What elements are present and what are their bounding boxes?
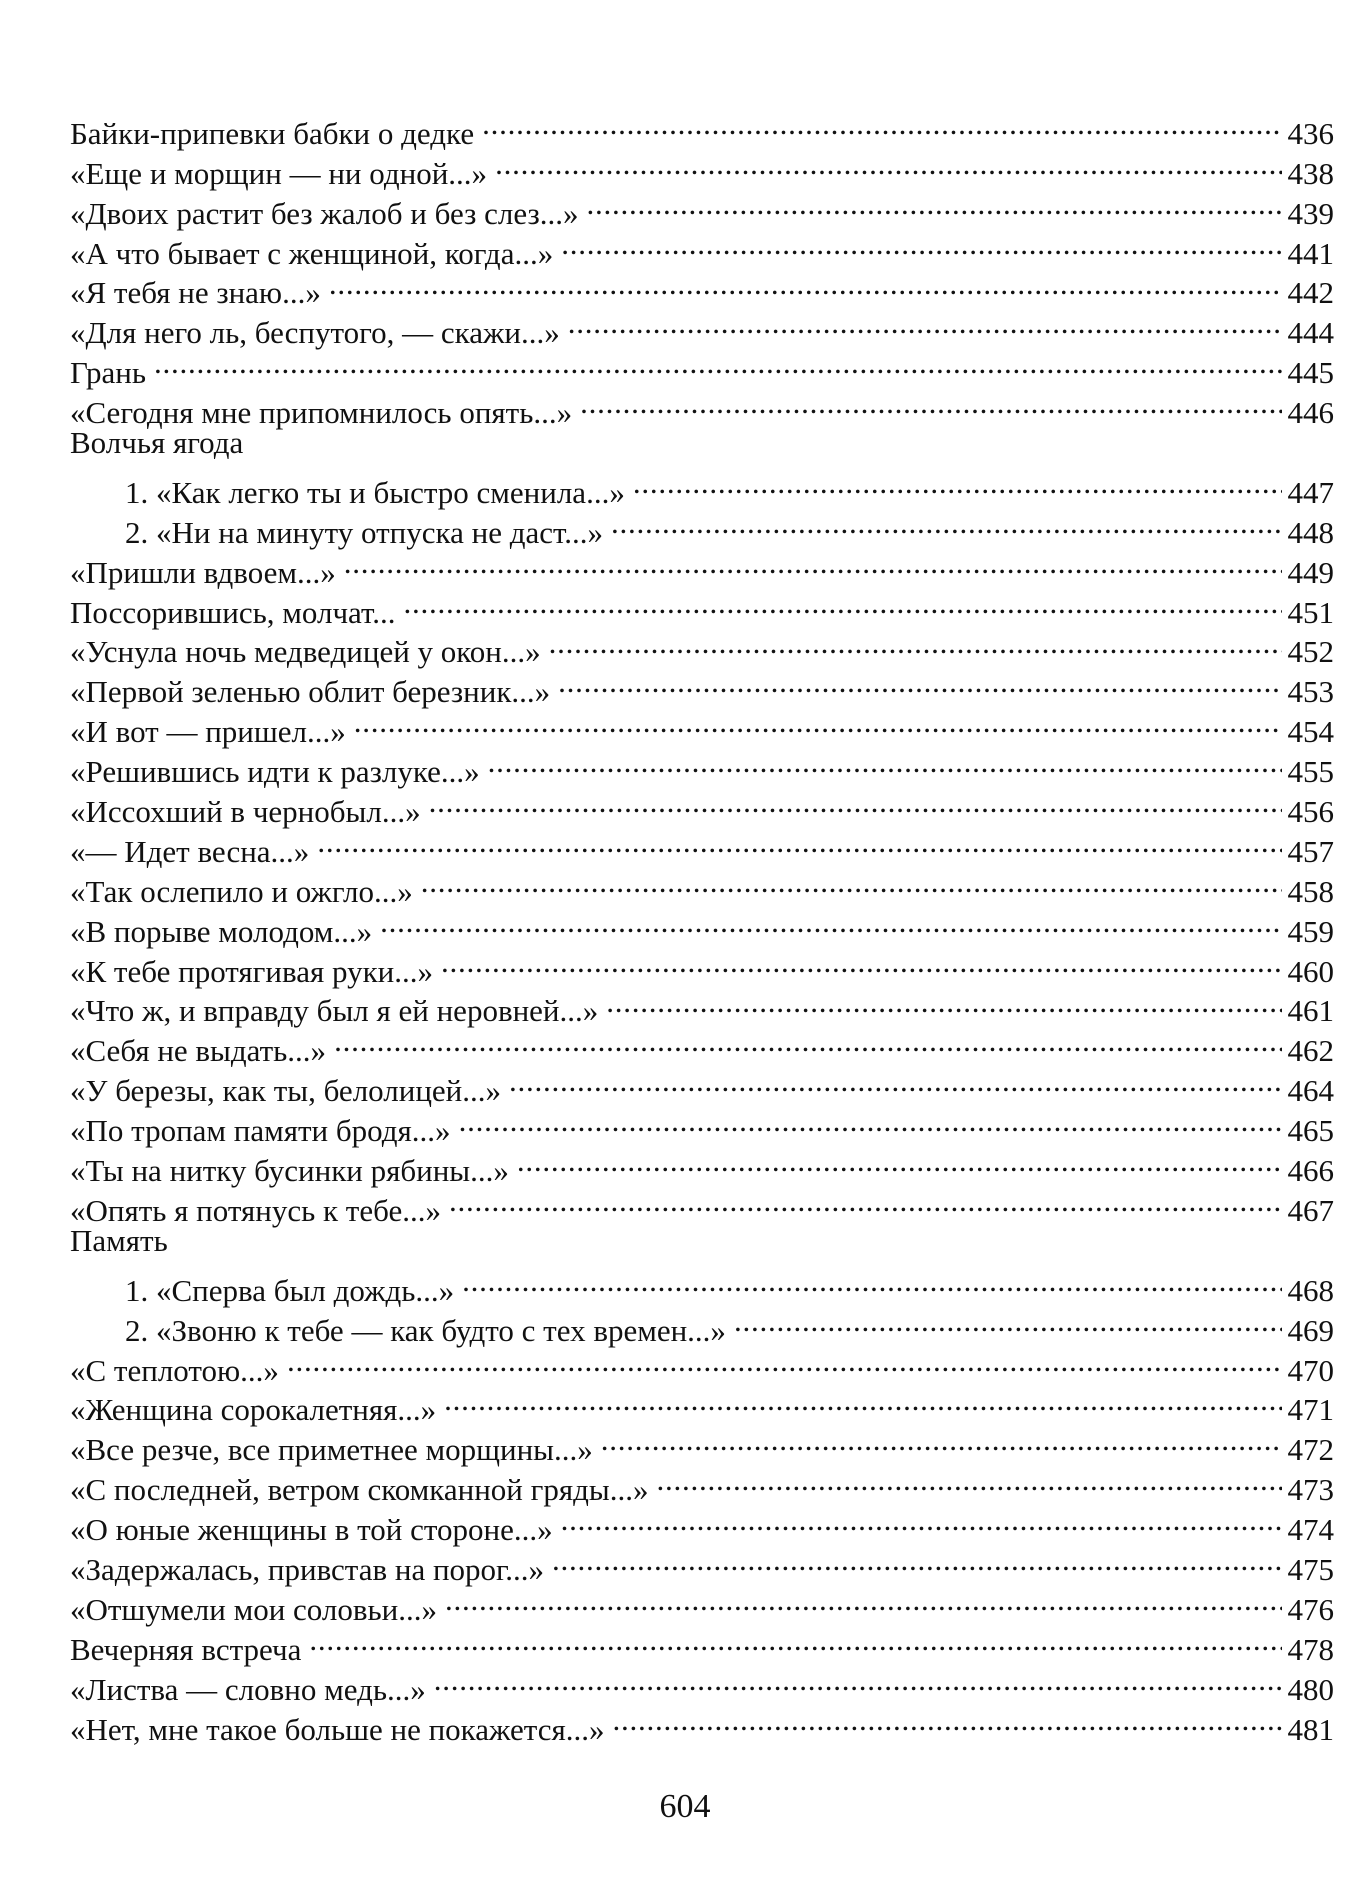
toc-entry-title: «Ты на нитку бусинки рябины...» xyxy=(70,1153,509,1189)
toc-entry-page: 473 xyxy=(1287,1472,1334,1508)
dot-leader xyxy=(656,1460,1281,1500)
page-number: 604 xyxy=(659,1788,711,1825)
toc-entry-page: 480 xyxy=(1287,1671,1334,1707)
dot-leader xyxy=(580,383,1281,423)
toc-entry-page: 476 xyxy=(1287,1591,1334,1627)
toc-entry-page: 465 xyxy=(1287,1113,1334,1149)
toc-entry-title: «У березы, как ты, белолицей...» xyxy=(70,1073,502,1109)
toc-entry-page: 462 xyxy=(1287,1033,1334,1069)
toc-entry-title: 1. «Сперва был дождь...» xyxy=(125,1272,455,1308)
dot-leader xyxy=(354,702,1282,742)
toc-entry-page: 474 xyxy=(1287,1512,1334,1548)
dot-leader xyxy=(558,662,1281,702)
toc-entry-title: «С теплотою...» xyxy=(70,1352,279,1388)
toc-entry-page: 471 xyxy=(1287,1392,1334,1428)
dot-leader xyxy=(462,1261,1281,1301)
dot-leader xyxy=(449,1181,1282,1221)
toc-entry-page: 478 xyxy=(1287,1631,1334,1667)
toc-entry-title: «Что ж, и вправду был я ей неровней...» xyxy=(70,993,599,1029)
dot-leader xyxy=(482,104,1281,144)
toc-entry-title: «К тебе протягивая руки...» xyxy=(70,953,433,989)
toc-entry-page: 452 xyxy=(1287,634,1334,670)
dot-leader xyxy=(613,1700,1282,1740)
toc-entry-title: «Опять я потянусь к тебе...» xyxy=(70,1192,441,1228)
toc-entry-title: «С последней, ветром скомканной гряды...» xyxy=(70,1472,649,1508)
dot-leader xyxy=(444,1381,1281,1421)
toc-entry-page: 444 xyxy=(1287,315,1334,351)
dot-leader xyxy=(309,1620,1281,1660)
dot-leader xyxy=(287,1341,1282,1381)
dot-leader xyxy=(344,543,1282,583)
toc-entry-title: «Уснула ночь медведицей у окон...» xyxy=(70,634,541,670)
toc-section-heading: Волчья ягода xyxy=(70,425,244,461)
toc-section-heading: Память xyxy=(70,1222,168,1258)
dot-leader xyxy=(495,144,1281,184)
toc-entry-page: 475 xyxy=(1287,1551,1334,1587)
dot-leader xyxy=(429,782,1282,822)
toc-entry-title: «Отшумели мои соловьи...» xyxy=(70,1591,437,1627)
toc-entry-page: 447 xyxy=(1287,474,1334,510)
dot-leader xyxy=(561,224,1281,264)
dot-leader xyxy=(552,1540,1281,1580)
toc-entry xyxy=(70,383,1334,431)
toc-entry-title: «Сегодня мне припомнилось опять...» xyxy=(70,395,573,431)
toc-entry-title: «И вот — пришел...» xyxy=(70,714,346,750)
toc-entry-title: «Для него ль, беспутого, — скажи...» xyxy=(70,315,560,351)
toc-entry-page: 439 xyxy=(1287,195,1334,231)
dot-leader xyxy=(380,902,1281,942)
dot-leader xyxy=(445,1580,1282,1620)
toc-entry xyxy=(70,104,1334,151)
toc-entry-page: 461 xyxy=(1287,993,1334,1029)
toc-entry-page: 441 xyxy=(1287,235,1334,271)
toc-entry-title: «Все резче, все приметнее морщины...» xyxy=(70,1432,593,1468)
toc-entry-title: Байки-припевки бабки о дедке xyxy=(70,115,475,151)
toc-entry-page: 442 xyxy=(1287,275,1334,311)
toc-entry-page: 436 xyxy=(1287,115,1334,151)
dot-leader xyxy=(587,184,1282,224)
dot-leader xyxy=(403,583,1281,623)
toc-entry-page: 438 xyxy=(1287,155,1334,191)
toc-entry-title: «Еще и морщин — ни одной...» xyxy=(70,155,488,191)
dot-leader xyxy=(329,264,1282,304)
toc-entry-page: 466 xyxy=(1287,1153,1334,1189)
toc-entry-page: 458 xyxy=(1287,873,1334,909)
toc-entry-title: 2. «Ни на минуту отпуска не даст...» xyxy=(125,514,603,550)
toc-entry-page: 455 xyxy=(1287,754,1334,790)
toc-entry-page: 445 xyxy=(1287,355,1334,391)
dot-leader xyxy=(517,1141,1282,1181)
toc-entry-page: 468 xyxy=(1287,1272,1334,1308)
dot-leader xyxy=(568,303,1282,343)
toc-entry-title: «Задержалась, привстав на порог...» xyxy=(70,1551,545,1587)
toc-entry-title: 2. «Звоню к тебе — как будто с тех времен...» xyxy=(125,1312,726,1348)
dot-leader xyxy=(606,982,1281,1022)
toc-entry-page: 446 xyxy=(1287,395,1334,431)
dot-leader xyxy=(561,1500,1282,1540)
dot-leader xyxy=(334,1021,1281,1061)
toc-entry-page: 469 xyxy=(1287,1312,1334,1348)
toc-entry-page: 467 xyxy=(1287,1192,1334,1228)
table-of-contents xyxy=(70,104,1334,1747)
toc-entry-page: 454 xyxy=(1287,714,1334,750)
toc-entry-title: «А что бывает с женщиной, когда...» xyxy=(70,235,554,271)
toc-entry-page: 460 xyxy=(1287,953,1334,989)
dot-leader xyxy=(434,1660,1282,1700)
toc-entry-title: «В порыве молодом...» xyxy=(70,913,373,949)
toc-entry-page: 457 xyxy=(1287,833,1334,869)
toc-entry-title: «Иссохший в чернобыл...» xyxy=(70,794,421,830)
toc-entry-page: 448 xyxy=(1287,514,1334,550)
toc-entry xyxy=(70,463,1334,510)
toc-entry-page: 451 xyxy=(1287,594,1334,630)
toc-entry xyxy=(70,343,1334,391)
toc-entry-title: «О юные женщины в той стороне...» xyxy=(70,1512,553,1548)
toc-entry-page: 453 xyxy=(1287,674,1334,710)
toc-entry-title: «Женщина сорокалетняя...» xyxy=(70,1392,437,1428)
toc-entry-title: «Решившись идти к разлуке...» xyxy=(70,754,480,790)
dot-leader xyxy=(421,862,1282,902)
dot-leader xyxy=(459,1101,1282,1141)
toc-entry-title: «Я тебя не знаю...» xyxy=(70,275,321,311)
toc-entry-title: «Так ослепило и ожгло...» xyxy=(70,873,413,909)
toc-entry-page: 464 xyxy=(1287,1073,1334,1109)
toc-entry-title: «Двоих растит без жалоб и без слез...» xyxy=(70,195,579,231)
toc-entry-page: 470 xyxy=(1287,1352,1334,1388)
toc-entry-title: «Себя не выдать...» xyxy=(70,1033,327,1069)
dot-leader xyxy=(441,942,1282,982)
toc-entry-title: «Первой зеленью облит березник...» xyxy=(70,674,551,710)
dot-leader xyxy=(601,1420,1282,1460)
toc-entry-title: «— Идет весна...» xyxy=(70,833,310,869)
toc-entry-page: 449 xyxy=(1287,554,1334,590)
toc-entry-title: Грань xyxy=(70,355,146,391)
dot-leader xyxy=(633,463,1282,503)
toc-entry-page: 459 xyxy=(1287,913,1334,949)
toc-entry-title: Вечерняя встреча xyxy=(70,1631,302,1667)
toc-entry-title: «Пришли вдвоем...» xyxy=(70,554,336,590)
toc-entry-page: 456 xyxy=(1287,794,1334,830)
toc-entry-title: 1. «Как легко ты и быстро сменила...» xyxy=(125,474,625,510)
dot-leader xyxy=(317,822,1281,862)
dot-leader xyxy=(549,623,1282,663)
toc-entry-title: «Листва — словно медь...» xyxy=(70,1671,426,1707)
toc-entry-title: Поссорившись, молчат... xyxy=(70,594,396,630)
toc-entry-page: 481 xyxy=(1287,1711,1334,1747)
toc-entry-page: 472 xyxy=(1287,1432,1334,1468)
dot-leader xyxy=(509,1061,1281,1101)
toc-entry-title: «По тропам памяти бродя...» xyxy=(70,1113,451,1149)
dot-leader xyxy=(734,1301,1282,1341)
dot-leader xyxy=(488,742,1282,782)
toc-entry xyxy=(70,1261,1334,1308)
dot-leader xyxy=(154,343,1282,383)
dot-leader xyxy=(611,503,1282,543)
toc-entry-title: «Нет, мне такое больше не покажется...» xyxy=(70,1711,605,1747)
